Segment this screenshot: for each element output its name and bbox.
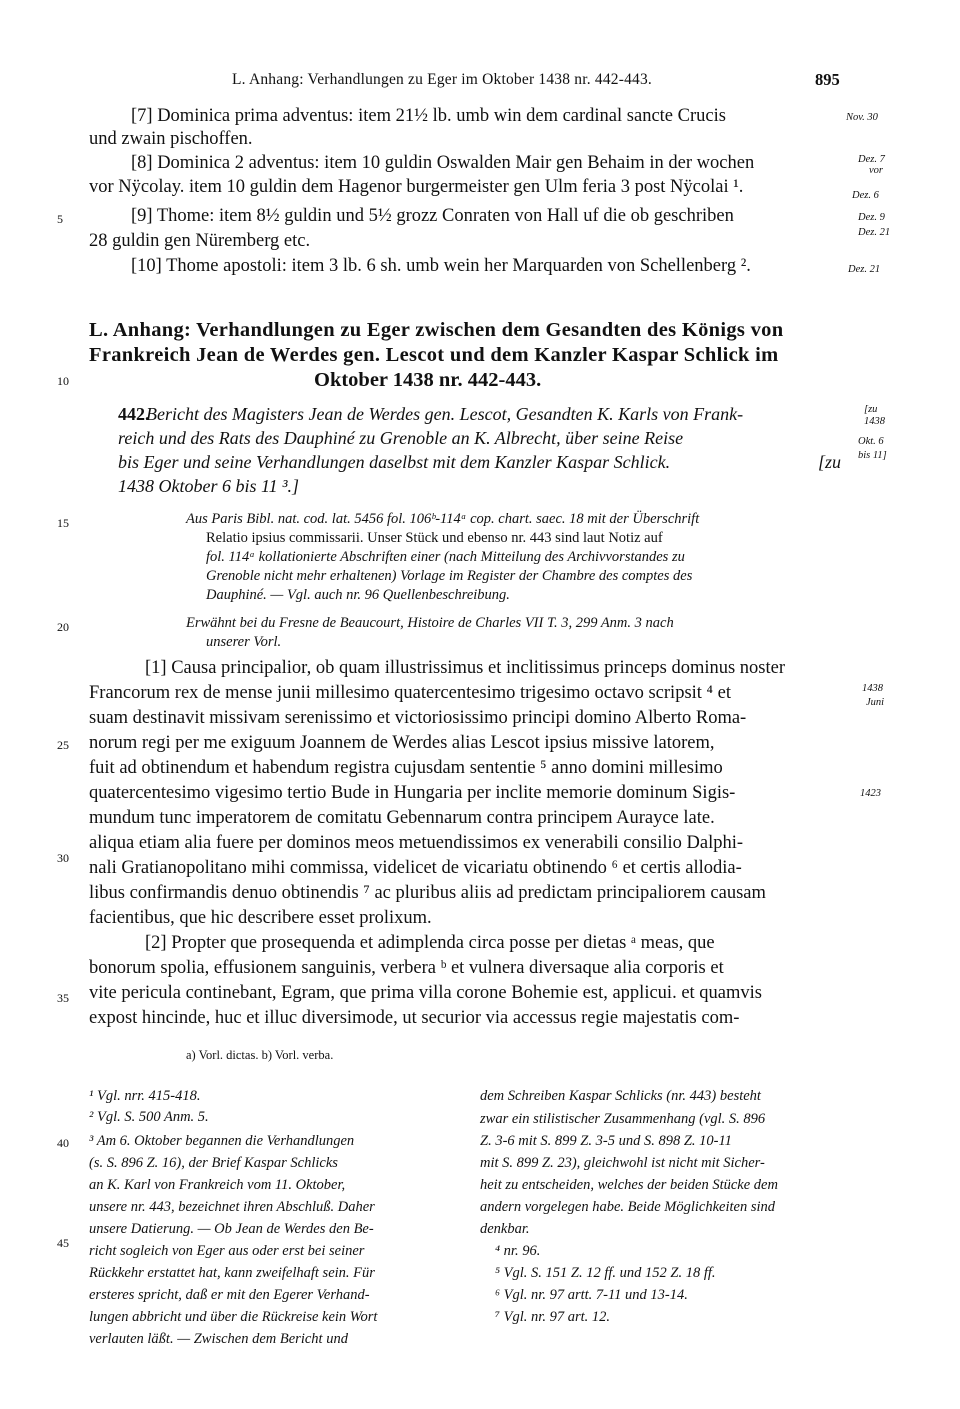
footnote-line: dem Schreiben Kaspar Schlicks (nr. 443) besteht — [480, 1088, 761, 1104]
heading-line: Oktober 1438 nr. 442-443. — [314, 369, 542, 391]
body-line: aliqua etiam alia fuere per dominos meos metuendissimos ex venerabili consilio Dalphi- — [89, 833, 744, 853]
body-line: vite pericula continebant, Egram, que prima villa corone Bohemie est, applicui. et quamvis — [89, 983, 762, 1003]
title-line: Bericht des Magisters Jean de Werdes gen. Lescot, Gesandten K. Karls von Frank- — [146, 404, 744, 424]
body-line: mundum tunc imperatorem de comitatu Gebennarum contra principem Aurayce late. — [89, 808, 715, 828]
body-line: libus confirmandis denuo obtinendis ⁷ ac pluribus aliis ad predictam principaliorem causam — [89, 883, 766, 903]
margin-date: Dez. 9 — [858, 212, 885, 223]
margin-date: vor — [869, 165, 883, 176]
body-line: quatercentesimo vigesimo tertio Bude in Hungaria per inclite memorie dominum Sigis- — [89, 783, 736, 803]
margin-date: Juni — [866, 697, 885, 708]
margin-date: 1423 — [860, 788, 881, 799]
margin-date: Dez. 6 — [852, 190, 879, 201]
body-line: [2] Propter que prosequenda et adimplenda circa posse per dietas ᵃ meas, que — [145, 933, 715, 953]
body-line: facientibus, que hic describere esset prolixum. — [89, 908, 432, 928]
source-line: fol. 114ᵃ kollationierte Abschriften einer (nach Mitteilung des Archivvorstandes zu — [206, 549, 685, 565]
footnote-line: andern vorgelegen habe. Beide Möglichkeiten sind — [480, 1199, 776, 1215]
footnote-line: mit S. 899 Z. 23), gleichwohl ist nicht mit Sicher- — [480, 1155, 765, 1171]
title-date-open: [zu — [818, 452, 842, 472]
entry-line: [7] Dominica prima adventus: item 21½ lb. umb win dem cardinal sancte Crucis — [131, 106, 726, 126]
footnote-line: an K. Karl von Frankreich vom 11. Oktober, — [89, 1177, 346, 1193]
body-line: suam destinavit missivam serenissimo et victoriosissimo principi domino Alberto Roma- — [89, 708, 747, 728]
footnote-line: lungen abbricht und über die Rückreise kein Wort — [89, 1309, 378, 1325]
margin-date: Dez. 21 — [858, 227, 891, 238]
running-title: L. Anhang: Verhandlungen zu Eger im Oktober 1438 nr. 442-443. — [232, 71, 653, 88]
footnote-line: ³ Am 6. Oktober begannen die Verhandlungen — [89, 1133, 355, 1149]
body-line: fuit ad obtinendum et habendum registra cujusdam sententie ⁵ anno domini millesimo — [89, 758, 723, 778]
line-number: 20 — [57, 620, 69, 634]
critical-apparatus: a) Vorl. dictas. b) Vorl. verba. — [186, 1048, 334, 1062]
source-line: unserer Vorl. — [206, 634, 282, 650]
margin-date: Okt. 6 — [858, 436, 884, 447]
margin-date: Dez. 7 — [858, 154, 885, 165]
entry-line: vor Nÿcolay. item 10 guldin dem Hagenor burgermeister gen Ulm feria 3 post Nÿcolai ¹. — [89, 177, 744, 197]
body-line: bonorum spolia, effusionem sanguinis, verbera ᵇ et vulnera diversaque alia corporis et — [89, 958, 724, 978]
title-line: bis Eger und seine Verhandlungen daselbst mit dem Kanzler Kaspar Schlick. — [118, 452, 671, 472]
margin-date: [zu — [864, 404, 878, 415]
document-number: 442. — [118, 404, 150, 424]
line-number: 40 — [57, 1136, 69, 1150]
body-line: norum regi per me exiguum Joannem de Werdes alias Lescot ipsius missive latorem, — [89, 733, 715, 753]
margin-date: Dez. 21 — [848, 264, 881, 275]
line-number: 25 — [57, 738, 69, 752]
entry-line: 28 guldin gen Nüremberg etc. — [89, 231, 311, 251]
footnote-line: unsere Datierung. — Ob Jean de Werdes den Be- — [89, 1221, 374, 1237]
footnote-line: ⁷ Vgl. nr. 97 art. 12. — [495, 1309, 611, 1325]
source-line: Aus Paris Bibl. nat. cod. lat. 5456 fol. 106ᵇ-114ᵃ cop. chart. saec. 18 mit der Überschrift — [186, 511, 700, 527]
footnote-line: zwar ein stilistischer Zusammenhang (vgl. S. 896 — [480, 1111, 766, 1127]
source-line: Dauphiné. — Vgl. auch nr. 96 Quellenbeschreibung. — [206, 587, 510, 603]
margin-date: bis 11] — [858, 450, 887, 461]
line-number: 45 — [57, 1236, 69, 1250]
heading-line: L. Anhang: Verhandlungen zu Eger zwischen dem Gesandten des Königs von — [89, 319, 784, 341]
margin-date: 1438 — [862, 683, 883, 694]
entry-line: [10] Thome apostoli: item 3 lb. 6 sh. umb wein her Marquarden von Schellenberg ². — [131, 256, 751, 276]
body-line: expost hincinde, huc et illuc diversimode, ut securior via accessus regie majestatis com- — [89, 1008, 740, 1028]
footnote-line: Z. 3-6 mit S. 899 Z. 3-5 und S. 898 Z. 10-11 — [480, 1133, 732, 1149]
footnote-line: verlauten läßt. — Zwischen dem Bericht und — [89, 1331, 348, 1347]
source-line: Erwähnt bei du Fresne de Beaucourt, Histoire de Charles VII T. 3, 299 Anm. 3 nach — [186, 615, 674, 631]
line-number: 15 — [57, 516, 69, 530]
line-number: 30 — [57, 851, 69, 865]
source-line: Relatio ipsius commissarii. Unser Stück und ebenso nr. 443 sind laut Notiz auf — [206, 530, 663, 546]
heading-line: Frankreich Jean de Werdes gen. Lescot und dem Kanzler Kaspar Schlick im — [89, 344, 779, 366]
footnote-line: ⁴ nr. 96. — [495, 1243, 541, 1259]
body-line: [1] Causa principalior, ob quam illustrissimus et inclitissimus princeps dominus noster — [145, 658, 786, 678]
source-line: Grenoble nicht mehr erhaltenen) Vorlage im Register der Chambre des comptes des — [206, 568, 693, 584]
footnote-line: (s. S. 896 Z. 16), der Brief Kaspar Schlicks — [89, 1155, 338, 1171]
footnote-line: ² Vgl. S. 500 Anm. 5. — [89, 1109, 209, 1125]
body-line: Francorum rex de mense junii millesimo quatercentesimo trigesimo octavo scripsit ⁴ et — [89, 683, 731, 703]
entry-line: [8] Dominica 2 adventus: item 10 guldin Oswalden Mair gen Behaim in der wochen — [131, 153, 755, 173]
footnote-line: unsere nr. 443, bezeichnet ihren Abschluß. Daher — [89, 1199, 375, 1215]
entry-line: [9] Thome: item 8½ guldin und 5½ grozz Conraten von Hall uf die ob geschriben — [131, 206, 734, 226]
footnote-line: ⁵ Vgl. S. 151 Z. 12 ff. und 152 Z. 18 ff. — [495, 1265, 716, 1281]
title-line: reich und des Rats des Dauphiné zu Grenoble an K. Albrecht, über seine Reise — [118, 428, 684, 448]
footnote-line: richt sogleich von Eger aus oder erst bei seiner — [89, 1243, 365, 1259]
title-line: 1438 Oktober 6 bis 11 ³.] — [118, 476, 300, 496]
margin-date: 1438 — [864, 416, 885, 427]
line-number: 35 — [57, 991, 69, 1005]
footnote-line: denkbar. — [480, 1221, 530, 1237]
footnote-line: ⁶ Vgl. nr. 97 artt. 7-11 und 13-14. — [495, 1287, 688, 1303]
margin-date: Nov. 30 — [846, 112, 878, 123]
footnote-line: ersteres spricht, daß er mit den Egerer Verhand- — [89, 1287, 370, 1303]
footnote-line: ¹ Vgl. nrr. 415-418. — [89, 1088, 201, 1104]
footnote-line: heit zu entscheiden, welches der beiden Stücke dem — [480, 1177, 778, 1193]
line-number: 10 — [57, 374, 69, 388]
footnote-line: Rückkehr erstattet hat, kann zweifelhaft sein. Für — [89, 1265, 375, 1281]
line-number: 5 — [57, 212, 63, 226]
body-line: nali Gratianopolitano mihi commissa, videlicet de vicariatu obtinendo ⁶ et certis allodia- — [89, 858, 742, 878]
page-number: 895 — [815, 70, 840, 89]
entry-line: und zwain pischoffen. — [89, 129, 253, 149]
